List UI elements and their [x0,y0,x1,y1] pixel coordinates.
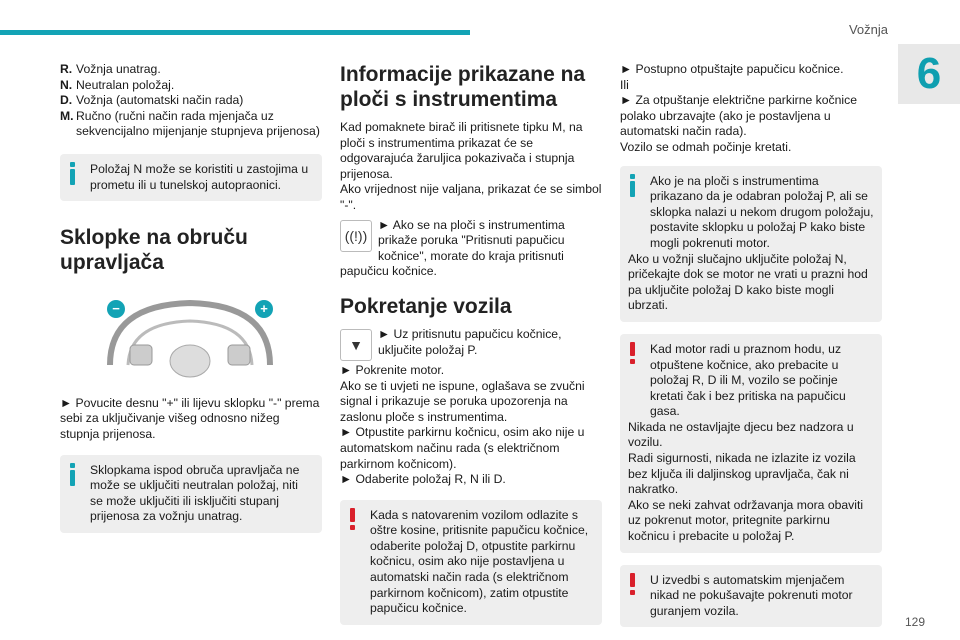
paragraph: Ako vrijednost nije valjana, prikazat će se simbol "-". [340,182,602,212]
info-box: Sklopkama ispod obruča upravljača ne može se uključiti neutralan položaj, niti se može uključiti ili isključiti stupanj prijenosa za vožnju unatrag. [60,455,322,533]
warning-box: Kad motor radi u praznom hodu, uz otpuštene kočnice, ako prebacite u položaj R, D ili M, vozilo se počinje kretati čak i bez pritiska na papučicu gasa. Nikada ne ostavljajte djecu bez nadzora u vozilu. Radi sigurnosti, nikada ne izlazite iz vozila bez ključa ili daljinskog upravljača, čak ni nakratko. Ako se neki zahvat održavanja mora obaviti uz pokrenut motor, pritegnite parkirnu kočnicu i prebacite u položaj P. [620,334,882,553]
column-3 [620,62,882,627]
paragraph: ► Za otpuštanje električne parkirne kočnice polako ubrzavajte (ako je postavljena u automatski način rada). [620,93,857,139]
info-icon [69,162,77,186]
svg-text:+: + [260,301,268,317]
foot-on-brake-icon: ▼ [340,329,372,361]
warning-box: U izvedbi s automatskim mjenjačem nikad ne pokušavajte pokrenuti motor guranjem vozila. [620,565,882,628]
paragraph: ► Otpustite parkirnu kočnicu, osim ako nije u automatskom načinu rada (s električnom parkirnom kočnicom). [340,425,585,471]
paragraph: Kad pomaknete birač ili pritisnete tipku M, na ploči s instrumentima prikazat će se odgovarajuća žaruljica pokazivača i stupnja prijenosa. [340,120,583,181]
paddle-instruction: ► Povucite desnu "+" ili lijevu sklopku "-" prema sebi za uključivanje višeg odnosno nižeg stupnja prijenosa. [60,395,320,441]
paragraph: Ako se ti uvjeti ne ispune, oglašava se zvučni signal i prikazuje se poruka upozorenja na zaslonu ploče s instrumentima. [340,378,585,424]
header-accent-bar [0,30,470,35]
paragraph: ► Postupno otpuštajte papučicu kočnice. [620,62,844,76]
page-section-title: Vožnja [848,22,888,37]
warning-icon [349,508,357,532]
warning-box: Kada s natovarenim vozilom odlazite s oštre kosine, pritisnite papučicu kočnice, odaberite položaj D, otpustite parkirnu kočnicu, osim ako nije postavljena u automatski način rada (s električnom parkirnom kočnicom), zatim otpustite papučicu kočnice. [340,500,602,625]
column-2 [340,62,602,625]
section-heading: Informacije prikazane na ploči s instrumentima [340,63,586,111]
gear-item: M. Ručno (ručni način rada mjenjača uz sekvencijalno mijenjanje stupnjeva prijenosa) [60,108,320,139]
gear-list [60,62,322,140]
svg-text:−: − [112,301,120,317]
info-box: Ako je na ploči s instrumentima prikazano da je odabran položaj P, ali se sklopka nalazi u nekom drugom položaju, postavite sklopku u položaj P kako biste mogli pokrenuti motor. Ako u vožnji slučajno uključite položaj N, pričekajte dok se motor ne vrati u prazni hod pa uključite položaj D kako biste mogli ubrzati. [620,166,882,322]
paragraph: Ili [620,77,629,92]
section-heading: Sklopke na obruču upravljača [60,226,248,275]
warning-icon [629,342,637,366]
warning-icon [629,573,637,597]
chapter-number: 6 [898,44,960,104]
gear-item: R. Vožnja unatrag. [60,62,161,76]
section-heading: Pokretanje vozila [340,294,512,318]
paragraph: Vozilo se odmah počinje kretati. [620,139,792,154]
info-box: Položaj N može se koristiti u zastojima u prometu ili u tunelskoj autopraonici. [60,154,322,201]
start-step-block: ▼ ► Uz pritisnutu papučicu kočnice, uključite položaj P. [340,327,602,363]
info-icon [629,174,637,198]
gear-item: D. Vožnja (automatski način rada) [60,93,244,108]
info-icon [69,463,77,487]
steering-wheel-paddles-illustration [100,295,280,379]
column-1 [60,62,322,533]
page-number: 129 [904,615,925,629]
brake-message-block: ((!)) ► Ako se na ploči s instrumentima prikaže poruka "Pritisnuti papučicu kočnice", morate do kraja pritisnuti papučicu kočnice. [340,217,565,279]
gear-item: N. Neutralan položaj. [60,77,175,92]
paragraph: ► Odaberite položaj R, N ili D. [340,472,506,487]
brake-pedal-warning-icon: ((!)) [340,220,372,252]
paragraph: ► Pokrenite motor. [340,362,445,377]
